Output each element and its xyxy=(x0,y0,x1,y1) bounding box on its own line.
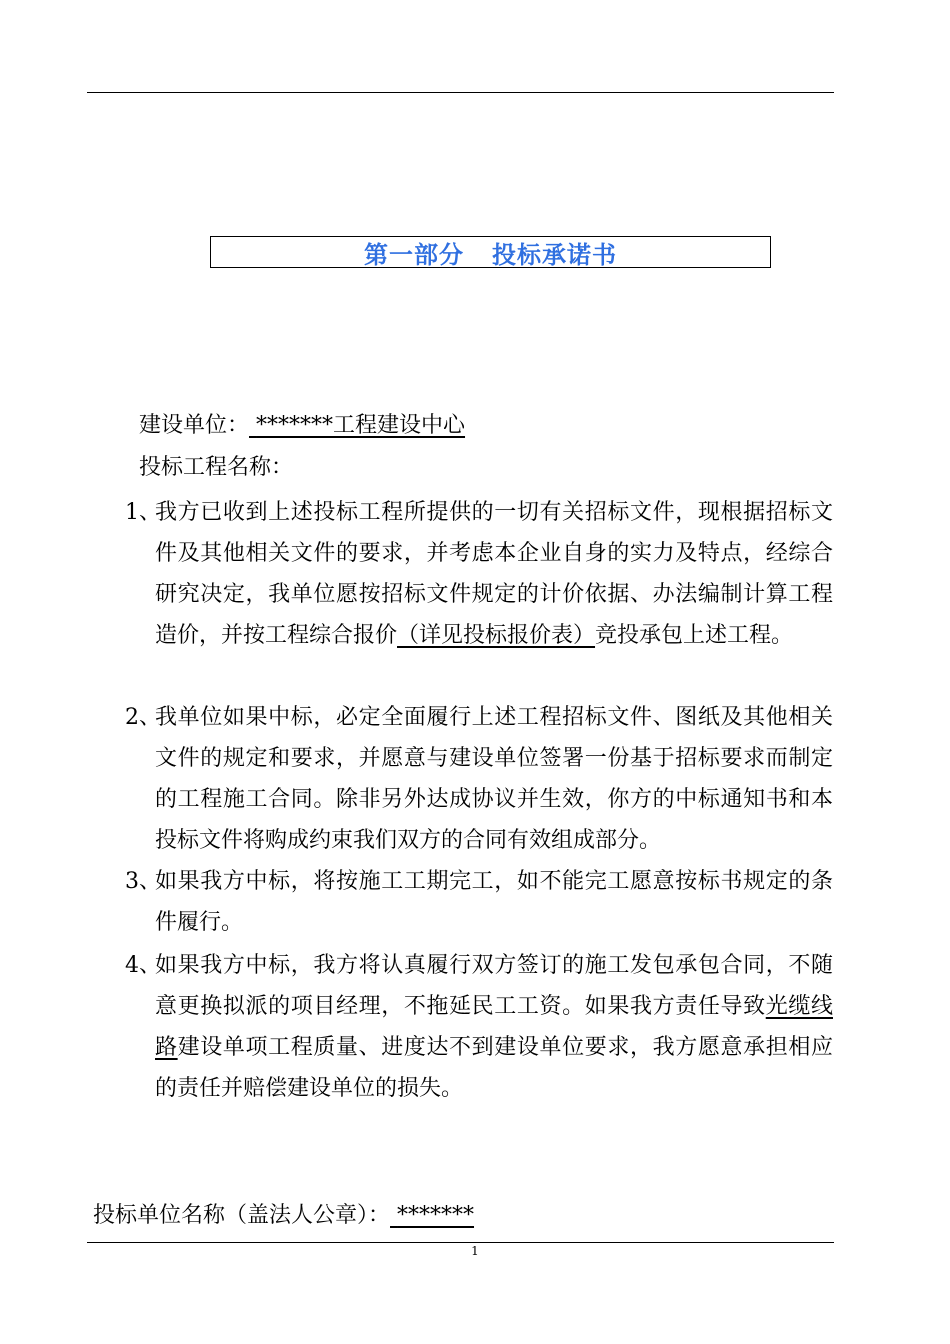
page-title: 第一部分 投标承诺书 xyxy=(363,240,618,269)
item-number: 1、 xyxy=(125,500,161,525)
title-box xyxy=(210,236,771,268)
header-rule xyxy=(87,92,834,93)
bidder-label: 投标单位名称（盖法人公章）： xyxy=(93,1203,391,1228)
project-name-line xyxy=(139,453,293,483)
bidder-value: ******* xyxy=(397,1203,475,1228)
list-item xyxy=(125,861,833,943)
owner-label: 建设单位： xyxy=(139,413,250,438)
item-text: 我单位如果中标，必定全面履行上述工程招标文件、图纸及其他相关文件的规定和要求，并愿意与建设单位签署一份基于招标要求而制定的工程施工合同。除非另外达成协议并生效，你方的中标通知书和本投标文件将购成约束我们双方的合同有效组成部分。 xyxy=(155,705,833,853)
bidder-line xyxy=(93,1201,474,1231)
item-text: 如果我方中标，我方将认真履行双方签订的施工发包承包合同，不随意更换拟派的项目经理，不拖延民工工资。如果我方责任导致光缆线路建设单项工程质量、进度达不到建设单位要求，我方愿意承担相应的责任并赔偿建设单位的损失。 xyxy=(155,953,833,1101)
item-number: 2、 xyxy=(125,705,161,730)
list-item xyxy=(125,492,833,656)
list-item xyxy=(125,945,833,1109)
item-number: 4、 xyxy=(125,953,161,978)
project-name-label: 投标工程名称： xyxy=(139,455,294,480)
list-item xyxy=(125,697,833,861)
item-number: 3、 xyxy=(125,869,161,894)
page-number: 1 xyxy=(471,1244,479,1258)
item-text: 我方已收到上述投标工程所提供的一切有关招标文件，现根据招标文件及其他相关文件的要求，并考虑本企业自身的实力及特点，经综合研究决定，我单位愿按招标文件规定的计价依据、办法编制计算工程造价，并按工程综合报价（详见投标报价表）竞投承包上述工程。 xyxy=(155,500,833,648)
owner-line xyxy=(139,411,465,441)
item-text: 如果我方中标，将按施工工期完工，如不能完工愿意按标书规定的条件履行。 xyxy=(155,869,833,935)
owner-value: *******工程建设中心 xyxy=(256,413,466,438)
